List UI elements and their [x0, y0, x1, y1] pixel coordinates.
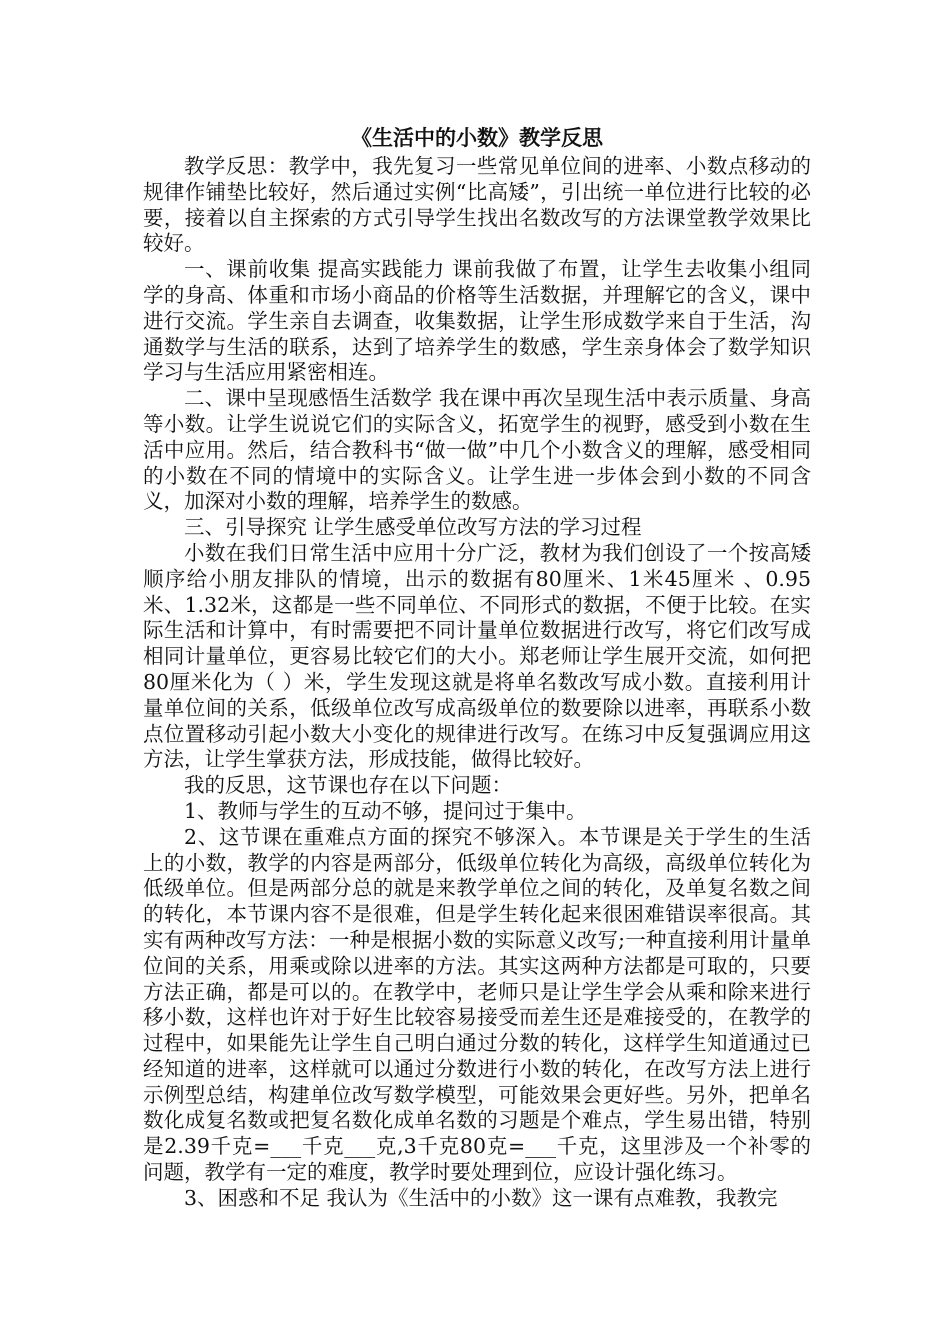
paragraph-problem-two: 2、这节课在重难点方面的探究不够深入。本节课是关于学生的生活上的小数，教学的内容是两部分，低级单位转化为高级，高级单位转化为低级单位。但是两部分总的就是来教学单位之间的转化，及单复名数之间的转化，本节课内容不是很难，但是学生转化起来很困难错误率很高。其实有两种改写方法：一种是根据小数的实际意义改写;一种直接利用计量单位间的关系，用乘或除以进率的方法。其实这两种方法都是可取的，只要方法正确，都是可以的。在教学中，老师只是让学生学会从乘和除来进行移小数，这样也许对于好生比较容易接受而差生还是难接受的，在教学的过程中，如果能先让学生自己明白通过分数的转化，这样学生知道通过已经知道的进率，这样就可以通过分数进行小数的转化，在改写方法上进行示例型总结，构建单位改写数学模型，可能效果会更好些。另外，把单名数化成复名数或把复名数化成单名数的习题是个难点，学生易出错，特别是2.39千克=___千克___克,3千克80克=___千克，这里涉及一个补零的问题，教学有一定的难度，教学时要处理到位，应设计强化练习。 [143, 824, 811, 1185]
paragraph-intro-reflection: 教学反思：教学中，我先复习一些常见单位间的进率、小数点移动的规律作铺垫比较好，然后通过实例“比高矮”，引出统一单位进行比较的必要，接着以自主探索的方式引导学生找出名数改写的方法课堂教学效果比较好。 [143, 154, 811, 256]
paragraph-section-two: 二、课中呈现感悟生活数学 我在课中再次呈现生活中表示质量、身高等小数。让学生说说它们的实际含义，拓宽学生的视野，感受到小数在生活中应用。然后，结合教科书“做一做”中几个小数含义的理解，感受相同的小数在不同的情境中的实际含义。让学生进一步体会到小数的不同含义，加深对小数的理解，培养学生的数感。 [143, 386, 811, 514]
paragraph-problems-intro: 我的反思，这节课也存在以下问题： [184, 773, 512, 798]
paragraph-section-three-heading: 三、引导探究 让学生感受单位改写方法的学习过程 [184, 515, 642, 540]
paragraph-problem-three: 3、困惑和不足 我认为《生活中的小数》这一课有点难教，我教完 [184, 1185, 778, 1210]
document-title: 《生活中的小数》教学反思 [351, 125, 603, 150]
paragraph-problem-one: 1、教师与学生的互动不够，提问过于集中。 [184, 798, 587, 823]
paragraph-section-three-body: 小数在我们日常生活中应用十分广泛，教材为我们创设了一个按高矮顺序给小朋友排队的情境，出示的数据有80厘米、1米45厘米 、0.95米、1.32米，这都是一些不同单位、不同形式的数据，不便于比较。在实际生活和计算中，有时需要把不同计量单位数据进行改写，将它们改写成相同计量单位，更容易比较它们的大小。郑老师让学生展开交流，如何把80厘米化为（ ）米，学生发现这就是将单名数改写成小数。直接利用计量单位间的关系，低级单位改写成高级单位的数要除以进率，再联系小数点位置移动引起小数大小变化的规律进行改写。在练习中反复强调应用这方法，让学生掌获方法，形成技能，做得比较好。 [143, 540, 811, 772]
document-body [143, 122, 811, 1212]
paragraph-section-one: 一、课前收集 提高实践能力 课前我做了布置，让学生去收集小组同学的身高、体重和市场小商品的价格等生活数据，并理解它的含义，课中进行交流。学生亲自去调查，收集数据，让学生形成数学来自于生活，沟通数学与生活的联系，达到了培养学生的数感，学生亲身体会了数学知识学习与生活应用紧密相连。 [143, 257, 811, 385]
